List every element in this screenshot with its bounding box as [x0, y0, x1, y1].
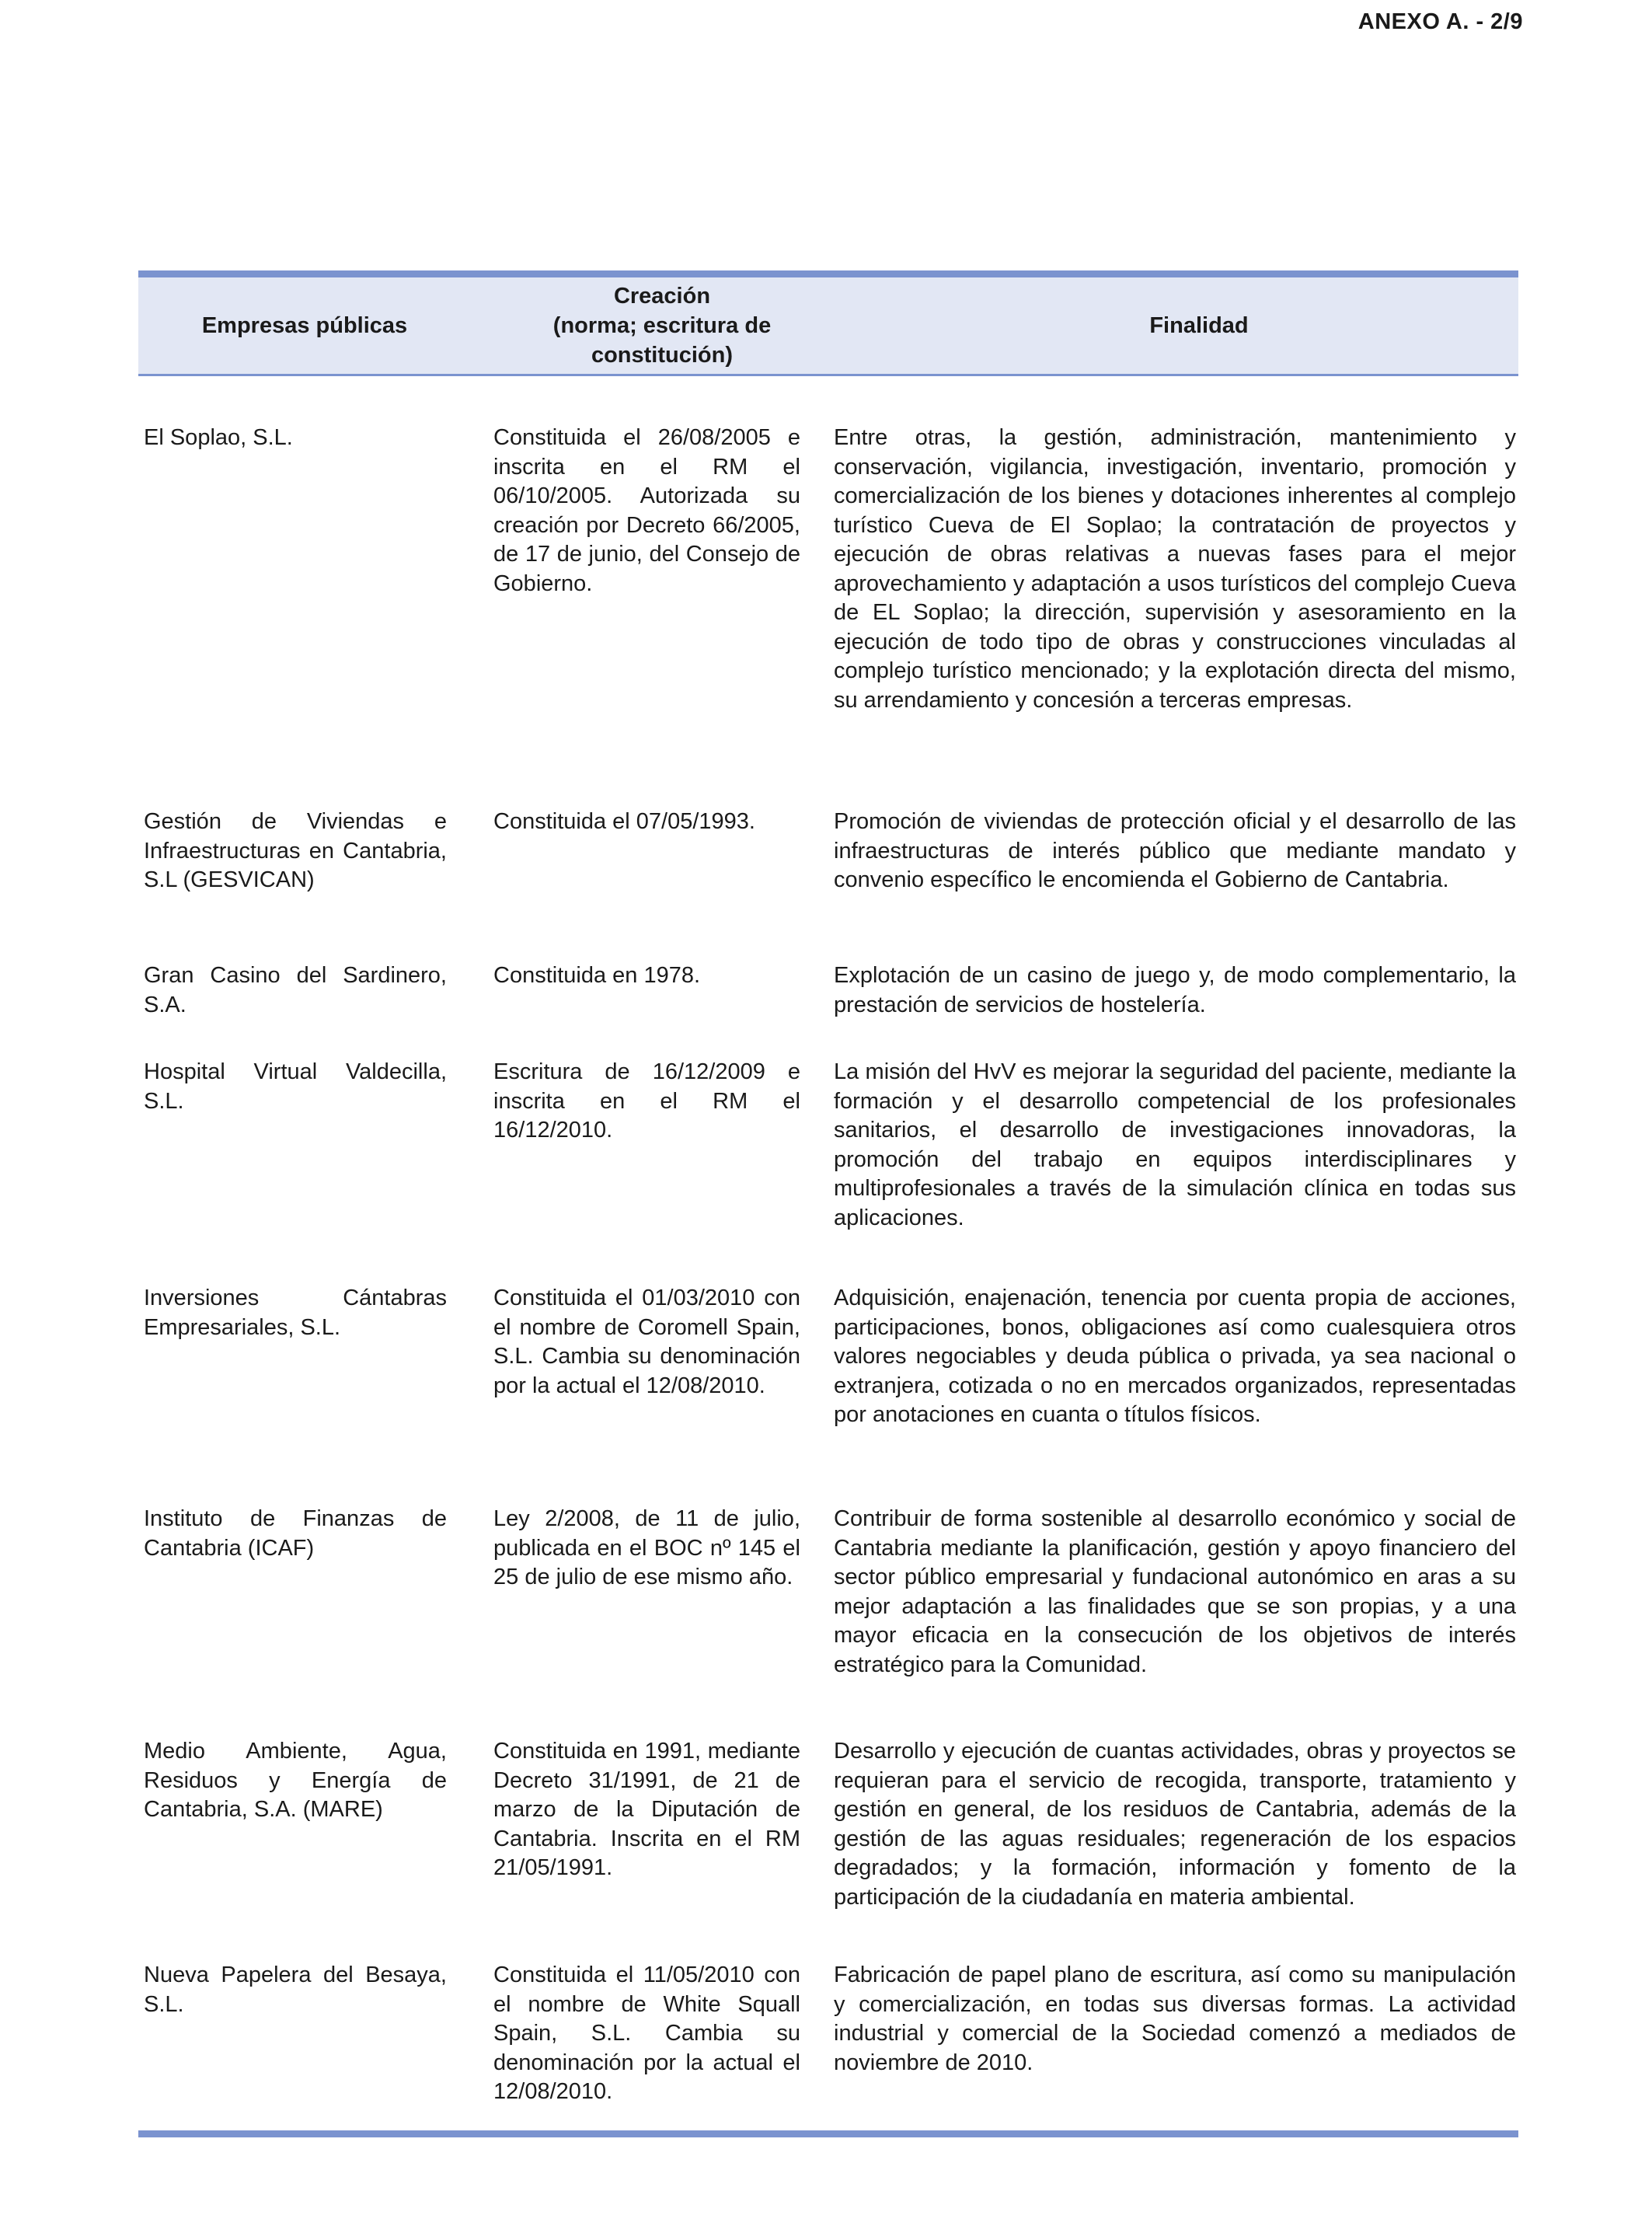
cell-finalidad: Contribuir de forma sostenible al desarrollo económico y social de Cantabria mediante la planificación, gestión y apoyo financiero del sector público empresarial y fundacional autonómico en aras a su mejor adaptación a las finalidades que se son propias, y a una mayor eficacia en la consecución de los objetivos de interés estratégico para la Comunidad.: [834, 1506, 1516, 1677]
cell-finalidad: Adquisición, enajenación, tenencia por cuenta propia de acciones, participaciones, bonos, obligaciones así como cualesquiera otros valores negociables y deuda pública o privada, ya sea nacional o extranjera, cotizada o no en mercados organizados, representadas por anotaciones en cuanta o títulos físicos.: [834, 1286, 1516, 1427]
cell-creacion: Ley 2/2008, de 11 de julio, publicada en el BOC nº 145 el 25 de julio de ese mismo año.: [493, 1506, 800, 1589]
cell-finalidad: Explotación de un casino de juego y, de modo complementario, la prestación de servicios de hostelería.: [834, 963, 1516, 1017]
cell-finalidad: La misión del HvV es mejorar la seguridad del paciente, mediante la formación y el desarrollo competencial de los profesionales sanitarios, el desarrollo de investigaciones innovadoras, la promoción del trabajo en equipos interdisciplinares y multiprofesionales a través de la simulación clínica en todas sus aplicaciones.: [834, 1059, 1516, 1230]
cell-creacion: Constituida en 1978.: [493, 963, 701, 988]
cell-creacion: Constituida el 01/03/2010 con el nombre de Coromell Spain, S.L. Cambia su denominación por la actual el 12/08/2010.: [493, 1286, 800, 1398]
cell-creacion: Constituida el 07/05/1993.: [493, 809, 755, 834]
cell-finalidad: Entre otras, la gestión, administración, mantenimiento y conservación, vigilancia, investigación, inventario, promoción y comercialización de los bienes y dotaciones inherentes al complejo turístico Cueva de El Soplao; la contratación de proyectos y ejecución de obras relativas a nuevas fases para el mejor aprovechamiento y adaptación a usos turísticos del complejo Cueva de EL Soplao; la dirección, supervisión y asesoramiento en la ejecución de todo tipo de obras y construcciones vinculadas al complejo turístico mencionado; y la explotación directa del mismo, su arrendamiento y concesión a terceras empresas.: [834, 425, 1516, 713]
cell-creacion: Constituida en 1991, mediante Decreto 31/1991, de 21 de marzo de la Diputación de Cantabria. Inscrita en el RM 21/05/1991.: [493, 1739, 800, 1880]
table-header-row: [138, 277, 1518, 376]
header-creacion-line3: constitución): [591, 343, 734, 368]
cell-empresa: Instituto de Finanzas de Cantabria (ICAF): [144, 1506, 447, 1561]
cell-creacion: Constituida el 26/08/2005 e inscrita en el RM el 06/10/2005. Autorizada su creación por Decreto 66/2005, de 17 de junio, del Consejo de Gobierno.: [493, 425, 800, 596]
header-empresas: Empresas públicas: [201, 313, 408, 338]
cell-empresa: El Soplao, S.L.: [144, 425, 293, 450]
cell-empresa: Inversiones Cántabras Empresariales, S.L.: [144, 1286, 447, 1340]
table-body: [138, 376, 1518, 2226]
table-bottom-rule: [138, 2130, 1518, 2137]
public-companies-table: [138, 270, 1518, 2226]
header-creacion: [465, 281, 833, 370]
cell-empresa: Medio Ambiente, Agua, Residuos y Energía de Cantabria, S.A. (MARE): [144, 1739, 447, 1822]
cell-empresa: Gestión de Viviendas e Infraestructuras en Cantabria, S.L (GESVICAN): [144, 809, 447, 892]
header-finalidad: Finalidad: [1149, 313, 1249, 338]
cell-finalidad: Desarrollo y ejecución de cuantas actividades, obras y proyectos se requieran para el servicio de recogida, transporte, tratamiento y gestión en general, de los residuos de Cantabria, además de la gestión de las aguas residuales; regeneración de los espacios degradados; y la formación, información y fomento de la participación de la ciudadanía en materia ambiental.: [834, 1739, 1516, 1910]
cell-finalidad: Fabricación de papel plano de escritura, así como su manipulación y comercialización, en todas sus diversas formas. La actividad industrial y comercial de la Sociedad comenzó a mediados de noviembre de 2010.: [834, 1963, 1516, 2075]
cell-empresa: Hospital Virtual Valdecilla, S.L.: [144, 1059, 447, 1114]
cell-creacion: Constituida el 11/05/2010 con el nombre de White Squall Spain, S.L. Cambia su denominación por la actual el 12/08/2010.: [493, 1963, 800, 2104]
cell-empresa: Gran Casino del Sardinero, S.A.: [144, 963, 447, 1017]
table-top-rule: [138, 270, 1518, 277]
header-creacion-line2: (norma; escritura de: [552, 313, 772, 338]
cell-finalidad: Promoción de viviendas de protección oficial y el desarrollo de las infraestructuras de interés público que mediante mandato y convenio específico le encomienda el Gobierno de Cantabria.: [834, 809, 1516, 892]
cell-empresa: Nueva Papelera del Besaya, S.L.: [144, 1963, 447, 2017]
cell-creacion: Escritura de 16/12/2009 e inscrita en el RM el 16/12/2010.: [493, 1059, 800, 1143]
page-number-label: ANEXO A. - 2/9: [1357, 9, 1523, 34]
header-creacion-line1: Creación: [613, 284, 711, 309]
